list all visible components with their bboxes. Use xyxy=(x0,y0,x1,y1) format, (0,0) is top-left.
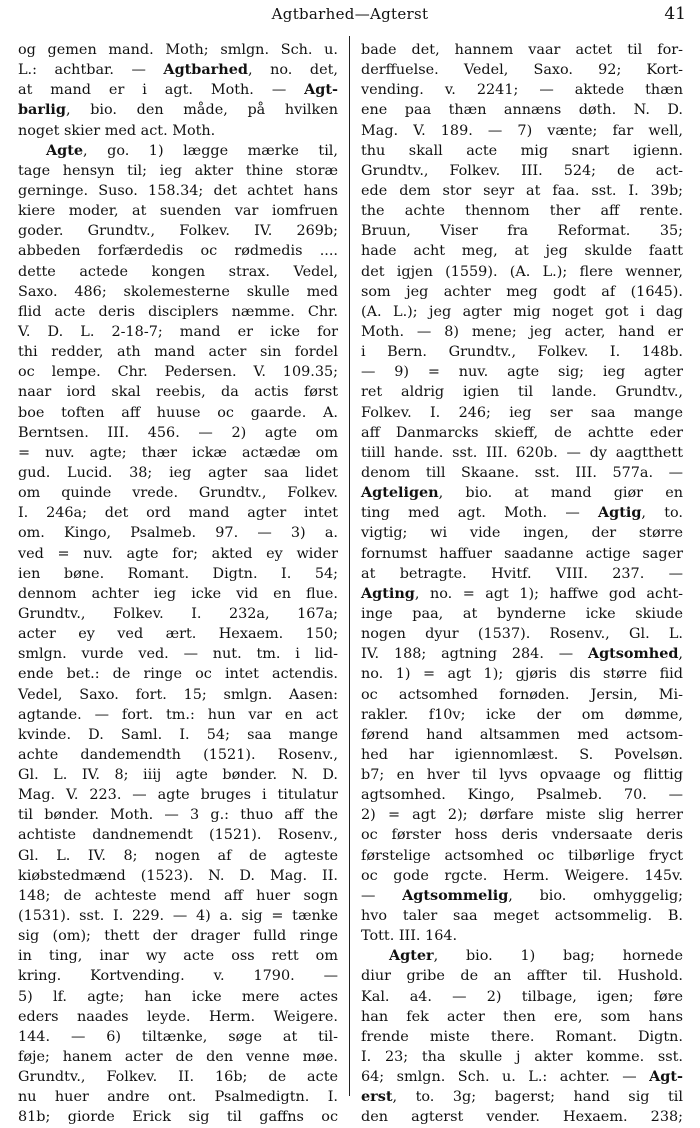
text-line: Mag. V. 223. — agte bruges i titulatur xyxy=(18,787,338,804)
text-line: agtande. — fort. tm.: hun var en act xyxy=(18,706,338,723)
text-line: gerninge. Suso. 158.34; det achtet hans xyxy=(18,182,338,199)
text-line: Agting, no. = agt 1); haffwe god acht- xyxy=(361,584,683,602)
text-line: Gl. L. IV. 8; iiij agte bønder. N. D. xyxy=(18,767,338,784)
right-column xyxy=(361,40,684,1126)
text-line: nu huer andre ont. Psalmedigtn. I. xyxy=(18,1089,338,1106)
text-line: smlgn. vurde ved. — nut. tm. i lid- xyxy=(18,646,338,663)
text-line: dennom achter ieg icke vid en flue. xyxy=(18,585,338,602)
text-line: denom till Skaane. sst. III. 577a. — xyxy=(361,464,683,481)
text-line: erst, to. 3g; bagerst; hand sig til xyxy=(361,1088,683,1106)
text-line: Moth. — 8) mene; jeg acter, hand er xyxy=(361,323,683,340)
text-line: Vedel, Saxo. fort. 15; smlgn. Aasen: xyxy=(18,686,338,703)
text-line: bade det, hannem vaar actet til for- xyxy=(361,42,683,58)
text-line: vending. v. 2241; — aktede thæn xyxy=(361,82,683,99)
text-line: han fek acter then ere, som hans xyxy=(361,1008,683,1025)
text-line: abbeden forfærdedis oc rødmedis .... xyxy=(18,243,338,260)
text-line: som jeg achter meg godt af (1645). xyxy=(361,283,683,300)
text-line: til bønder. Moth. — 3 g.: thuo aff the xyxy=(18,807,338,824)
text-line: aff Danmarcks skieff, de achtte eder xyxy=(361,424,683,441)
text-line: 81b; giorde Erick sig til gaffns oc xyxy=(18,1109,338,1126)
text-line: i Bern. Grundtv., Folkev. I. 148b. xyxy=(361,344,683,361)
text-line: om quinde vrede. Grundtv., Folkev. xyxy=(18,485,338,502)
text-line: the achte thennom ther aff rente. xyxy=(361,203,683,220)
text-line: gud. Lucid. 38; ieg agter saa lidet xyxy=(18,464,338,481)
text-line: boe toften aff huuse oc gaarde. A. xyxy=(18,404,338,421)
text-line: ene paa thæn annæns døth. N. D. xyxy=(361,102,683,119)
text-line: kiøbstedmænd (1523). N. D. Mag. II. xyxy=(18,867,338,884)
text-line: derffuelse. Vedel, Saxo. 92; Kort- xyxy=(361,62,683,79)
text-line: førstelige actsomhed oc tilbørlige fryct xyxy=(361,847,683,864)
text-line: = nuv. agte; thær ickæ actædæ om xyxy=(18,444,338,461)
text-line: oc gode rgcte. Herm. Weigere. 145v. xyxy=(361,867,683,884)
text-line: ved = nuv. agte for; akted ey wider xyxy=(18,545,338,562)
text-line: at mand er i agt. Moth. — Agt- xyxy=(18,81,338,99)
text-line: oc lempe. Chr. Pedersen. V. 109.35; xyxy=(18,364,338,381)
text-line: flid acte deris disciplers næmme. Chr. xyxy=(18,303,338,320)
text-line: b7; en hver til lyvs opvaage og flittig xyxy=(361,767,683,784)
text-line: I. 246a; det ord mand agter intet xyxy=(18,505,338,522)
text-line: ting med agt. Moth. — Agtig, to. xyxy=(361,504,683,522)
text-line: ede dem stor seyr at faa. sst. I. 39b; xyxy=(361,182,683,199)
running-head: Agtbarhed—Agterst xyxy=(271,5,429,23)
text-line: den agterst vender. Hexaem. 238; xyxy=(361,1109,683,1126)
text-line: (1531). sst. I. 229. — 4) a. sig = tænke xyxy=(18,908,338,925)
text-line: fornumst haffuer saadanne actige sager xyxy=(361,545,683,562)
text-line: oc actsomhed fornøden. Jersin, Mi- xyxy=(361,686,683,703)
text-line: V. D. L. 2-18-7; mand er icke for xyxy=(18,323,338,340)
text-line: Gl. L. IV. 8; nogen af de agteste xyxy=(18,847,338,864)
text-line: naar iord skal reebis, da actis først xyxy=(18,384,338,401)
text-line: (A. L.); jeg agter mig noget got i dag xyxy=(361,303,683,320)
text-line: Berntsen. III. 456. — 2) agte om xyxy=(18,424,338,441)
text-line: vigtig; wi vide ingen, der større xyxy=(361,525,683,542)
text-line: sig (om); thett der drager fulld ringe xyxy=(18,928,338,945)
text-line: frende miste there. Romant. Digtn. xyxy=(361,1028,683,1045)
text-line: achtiste dandnemendt (1521). Rosenv., xyxy=(18,827,338,844)
text-line: og gemen mand. Moth; smlgn. Sch. u. xyxy=(18,42,338,58)
text-line: — Agtsommelig, bio. omhyggelig; xyxy=(361,886,684,904)
text-line: achte dandemendth (1521). Rosenv., xyxy=(18,746,338,763)
text-line: acter ey ved ært. Hexaem. 150; xyxy=(18,626,338,643)
text-line: hvo taler saa meget actsommelig. B. xyxy=(361,908,683,925)
text-line: tage hensyn til; ieg akter thine storæ xyxy=(18,162,338,179)
text-line: in ting, inar wy acte oss rett om xyxy=(18,948,338,965)
text-line: thu skall acte mig snart igienn. xyxy=(361,142,683,159)
text-line: Mag. V. 189. — 7) vænte; far well, xyxy=(361,122,683,139)
text-line: 64; smlgn. Sch. u. L.: achter. — Agt- xyxy=(361,1068,683,1086)
text-line: ende bet.: de ringe oc intet actendis. xyxy=(18,666,338,683)
text-line: barlig, bio. den måde, på hvilken xyxy=(18,101,338,119)
text-line: L.: achtbar. — Agtbarhed, no. det, xyxy=(18,61,338,79)
text-line: eders naades leyde. Herm. Weigere. xyxy=(18,1008,338,1025)
text-line: 148; de achteste mend aff huer sogn xyxy=(18,887,338,904)
text-line: Bruun, Viser fra Reformat. 35; xyxy=(361,223,683,240)
text-line: goder. Grundtv., Folkev. IV. 269b; xyxy=(18,223,338,240)
text-line: 5) lf. agte; han icke mere actes xyxy=(18,988,338,1005)
text-line: Agter, bio. 1) bag; hornede xyxy=(389,947,683,965)
text-line: IV. 188; agtning 284. — Agtsomhed, xyxy=(361,645,683,663)
text-line: no. 1) = agt 1); gjøris dis større fiid xyxy=(361,666,683,683)
text-line: thi redder, ath mand acter sin fordel xyxy=(18,344,338,361)
text-line: at betragte. Hvitf. VIII. 237. — xyxy=(361,565,683,582)
text-line: — 9) = nuv. agte sig; ieg agter xyxy=(361,364,683,381)
text-line: 144. — 6) tiltænke, søge at til- xyxy=(18,1028,338,1045)
text-line: agtsomhed. Kingo, Psalmeb. 70. — xyxy=(361,787,683,804)
text-line: Agte, go. 1) lægge mærke til, xyxy=(46,141,338,159)
text-line: hade acht meg, at jeg skulde faatt xyxy=(361,243,683,260)
text-line: om. Kingo, Psalmeb. 97. — 3) a. xyxy=(18,525,338,542)
text-line: tiill hande. sst. III. 620b. — dy aagtthett xyxy=(361,444,683,461)
page-number: 41 xyxy=(664,4,686,24)
text-line: førend hand altsammen med actsom- xyxy=(361,726,683,743)
left-column xyxy=(18,40,338,1126)
text-line: ien bøne. Romant. Digtn. I. 54; xyxy=(18,565,338,582)
text-line: føje; hanem acter de den venne møe. xyxy=(18,1049,338,1066)
text-line: Kal. a4. — 2) tilbage, igen; føre xyxy=(361,988,683,1005)
text-line: Grundtv., Folkev. III. 524; de act- xyxy=(361,162,683,179)
text-line: oc førster hoss deris vndersaate deris xyxy=(361,827,683,844)
text-line: dette actede kongen strax. Vedel, xyxy=(18,263,338,280)
text-line: Agteligen, bio. at mand giør en xyxy=(361,484,683,502)
text-line: kiere moder, at suenden var iomfruen xyxy=(18,203,338,220)
text-line: inge paa, at bynderne icke skiude xyxy=(361,605,683,622)
text-line: rakler. f10v; icke der om dømme, xyxy=(361,706,683,723)
column-divider xyxy=(349,36,350,1096)
text-line: det igjen (1559). (A. L.); flere wenner, xyxy=(361,263,683,280)
text-line: diur gribe de an affter til. Hushold. xyxy=(361,968,683,985)
text-line: Tott. III. 164. xyxy=(361,928,458,945)
text-line: Saxo. 486; skolemesterne skulle med xyxy=(18,283,338,300)
text-line: ret aldrig igien til lande. Grundtv., xyxy=(361,384,683,401)
text-line: Folkev. I. 246; ieg ser saa mange xyxy=(361,404,683,421)
text-line: kring. Kortvending. v. 1790. — xyxy=(18,968,338,985)
text-line: kvinde. D. Saml. I. 54; saa mange xyxy=(18,726,338,743)
page-header xyxy=(0,4,700,26)
text-line: I. 23; tha skulle j akter komme. sst. xyxy=(361,1049,683,1066)
text-line: Grundtv., Folkev. I. 232a, 167a; xyxy=(18,605,338,622)
text-line: Grundtv., Folkev. II. 16b; de acte xyxy=(18,1069,338,1086)
text-line: hed har igiennomlæst. S. Povelsøn. xyxy=(361,746,683,763)
text-line: nogen dyur (1537). Rosenv., Gl. L. xyxy=(361,626,683,643)
text-line: noget skier med act. Moth. xyxy=(18,122,216,139)
text-line: 2) = agt 2); dørfare miste slig herrer xyxy=(361,807,683,824)
